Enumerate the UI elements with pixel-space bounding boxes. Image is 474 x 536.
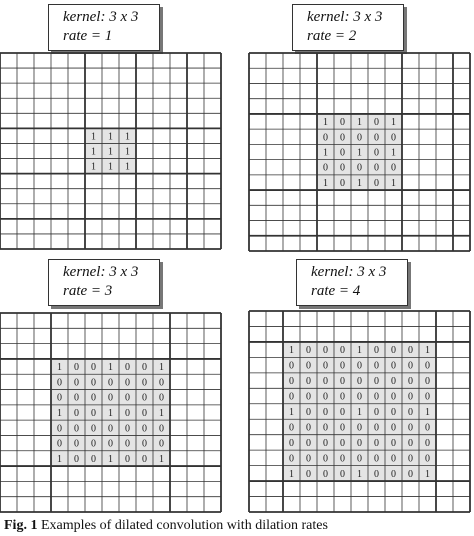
cell-value: 0 — [289, 391, 294, 403]
cell-value: 0 — [74, 423, 79, 435]
cell-value: 0 — [323, 391, 328, 403]
cell-value: 0 — [125, 408, 130, 419]
cell-value: 0 — [374, 376, 379, 388]
cell-value: 0 — [57, 392, 62, 404]
cell-value: 1 — [57, 453, 62, 465]
panel-4-rate: rate = 4 — [311, 283, 361, 299]
cell-value: 0 — [425, 453, 430, 465]
cell-value: 1 — [425, 407, 430, 418]
cell-value: 0 — [142, 408, 147, 419]
cell-value: 1 — [108, 453, 113, 465]
cell-value: 1 — [108, 146, 113, 158]
cell-value: 0 — [125, 377, 130, 389]
panel-4-grid — [249, 311, 470, 512]
cell-value: 0 — [408, 391, 413, 403]
cell-value: 0 — [408, 422, 413, 434]
cell-value: 0 — [125, 392, 130, 404]
cell-value: 1 — [159, 408, 164, 419]
cell-value: 0 — [306, 437, 311, 449]
cell-value: 0 — [357, 376, 362, 388]
cell-value: 0 — [142, 453, 147, 465]
cell-value: 0 — [374, 177, 379, 189]
cell-value: 0 — [323, 162, 328, 174]
cell-value: 0 — [425, 391, 430, 403]
cell-value: 1 — [323, 177, 328, 189]
cell-value: 0 — [306, 360, 311, 372]
cell-value: 0 — [91, 377, 96, 389]
cell-value: 0 — [74, 438, 79, 450]
cell-value: 0 — [289, 453, 294, 465]
cell-value: 0 — [340, 391, 345, 403]
cell-value: 1 — [323, 147, 328, 159]
panel-1-rate: rate = 1 — [63, 28, 113, 44]
cell-value: 1 — [323, 117, 328, 129]
cell-value: 0 — [391, 391, 396, 403]
cell-value: 1 — [57, 408, 62, 419]
cell-value: 0 — [408, 345, 413, 357]
cell-value: 0 — [323, 360, 328, 372]
cell-value: 0 — [408, 360, 413, 372]
cell-value: 0 — [142, 377, 147, 389]
cell-value: 1 — [425, 345, 430, 357]
cell-value: 0 — [91, 362, 96, 374]
cell-value: 0 — [374, 360, 379, 372]
cell-value: 1 — [108, 161, 113, 173]
cell-value: 0 — [374, 117, 379, 129]
cell-value: 0 — [142, 362, 147, 374]
cell-value: 0 — [159, 392, 164, 404]
cell-value: 0 — [74, 392, 79, 404]
cell-value: 1 — [125, 146, 130, 158]
cell-value: 0 — [340, 132, 345, 144]
cell-value: 1 — [357, 177, 362, 189]
cell-value: 0 — [108, 423, 113, 435]
cell-value: 1 — [357, 117, 362, 129]
cell-value: 0 — [125, 423, 130, 435]
cell-value: 0 — [91, 438, 96, 450]
cell-value: 0 — [391, 345, 396, 357]
panel-2-label — [292, 4, 404, 51]
cell-value: 0 — [357, 360, 362, 372]
cell-value: 0 — [340, 468, 345, 480]
cell-value: 0 — [340, 453, 345, 465]
cell-value: 0 — [374, 162, 379, 174]
cell-value: 1 — [357, 345, 362, 357]
cell-value: 0 — [340, 376, 345, 388]
panel-4-kernel: kernel: 3 x 3 — [311, 264, 387, 280]
cell-value: 1 — [125, 131, 130, 143]
cell-value: 1 — [91, 161, 96, 173]
cell-value: 0 — [340, 422, 345, 434]
cell-value: 0 — [142, 438, 147, 450]
cell-value: 0 — [391, 132, 396, 144]
cell-value: 0 — [74, 377, 79, 389]
panel-2-kernel: kernel: 3 x 3 — [307, 9, 383, 25]
caption-text: Examples of dilated convolution with dilation rates — [37, 518, 328, 533]
cell-value: 1 — [91, 131, 96, 143]
cell-value: 0 — [91, 392, 96, 404]
cell-value: 0 — [408, 468, 413, 480]
cell-value: 0 — [289, 437, 294, 449]
cell-value: 0 — [289, 360, 294, 372]
cell-value: 0 — [323, 422, 328, 434]
cell-value: 1 — [425, 468, 430, 480]
cell-value: 0 — [408, 376, 413, 388]
cell-value: 1 — [357, 468, 362, 480]
cell-value: 0 — [374, 391, 379, 403]
panel-3-grid — [0, 313, 221, 512]
cell-value: 1 — [391, 147, 396, 159]
cell-value: 0 — [125, 453, 130, 465]
cell-value: 0 — [408, 453, 413, 465]
cell-value: 0 — [391, 422, 396, 434]
cell-value: 0 — [391, 407, 396, 418]
cell-value: 1 — [108, 362, 113, 374]
cell-value: 0 — [108, 392, 113, 404]
cell-value: 0 — [340, 407, 345, 418]
cell-value: 0 — [306, 407, 311, 418]
cell-value: 0 — [374, 147, 379, 159]
cell-value: 0 — [125, 362, 130, 374]
panel-3-kernel: kernel: 3 x 3 — [63, 264, 139, 280]
panel-3-label — [48, 259, 160, 306]
panel-1-grid — [0, 53, 221, 249]
cell-value: 0 — [74, 453, 79, 465]
cell-value: 1 — [125, 161, 130, 173]
cell-value: 0 — [425, 376, 430, 388]
cell-value: 0 — [374, 422, 379, 434]
cell-value: 0 — [323, 407, 328, 418]
cell-value: 0 — [374, 468, 379, 480]
caption-prefix: Fig. 1 — [4, 518, 38, 533]
cell-value: 1 — [57, 362, 62, 374]
panel-3-rate: rate = 3 — [63, 283, 113, 299]
cell-value: 0 — [357, 132, 362, 144]
panel-2-grid — [249, 53, 470, 251]
cell-value: 1 — [289, 468, 294, 480]
cell-value: 1 — [357, 147, 362, 159]
cell-value: 1 — [91, 146, 96, 158]
cell-value: 0 — [323, 453, 328, 465]
cell-value: 0 — [357, 437, 362, 449]
cell-value: 0 — [425, 422, 430, 434]
cell-value: 0 — [159, 438, 164, 450]
cell-value: 1 — [289, 345, 294, 357]
cell-value: 0 — [306, 345, 311, 357]
panel-2-rate: rate = 2 — [307, 28, 357, 44]
cell-value: 0 — [57, 377, 62, 389]
cell-value: 0 — [57, 423, 62, 435]
cell-value: 0 — [323, 376, 328, 388]
figure-caption — [4, 518, 328, 534]
cell-value: 0 — [323, 132, 328, 144]
cell-value: 0 — [374, 437, 379, 449]
cell-value: 0 — [391, 360, 396, 372]
cell-value: 0 — [340, 360, 345, 372]
cell-value: 0 — [391, 437, 396, 449]
cell-value: 0 — [374, 132, 379, 144]
cell-value: 0 — [374, 407, 379, 418]
cell-value: 0 — [108, 438, 113, 450]
cell-value: 0 — [91, 423, 96, 435]
cell-value: 0 — [408, 437, 413, 449]
panel-1-label — [48, 4, 160, 51]
cell-value: 0 — [340, 345, 345, 357]
cell-value: 0 — [425, 360, 430, 372]
cell-value: 1 — [108, 408, 113, 419]
cell-value: 1 — [391, 177, 396, 189]
cell-value: 1 — [108, 131, 113, 143]
cell-value: 0 — [340, 147, 345, 159]
cell-value: 0 — [357, 391, 362, 403]
cell-value: 0 — [108, 377, 113, 389]
cell-value: 0 — [142, 392, 147, 404]
cell-value: 0 — [391, 376, 396, 388]
cell-value: 0 — [306, 422, 311, 434]
panel-1-kernel: kernel: 3 x 3 — [63, 9, 139, 25]
cell-value: 0 — [340, 117, 345, 129]
cell-value: 0 — [159, 423, 164, 435]
cell-value: 0 — [374, 453, 379, 465]
cell-value: 0 — [408, 407, 413, 418]
cell-value: 0 — [91, 453, 96, 465]
cell-value: 0 — [323, 345, 328, 357]
cell-value: 0 — [340, 437, 345, 449]
cell-value: 0 — [57, 438, 62, 450]
cell-value: 1 — [159, 362, 164, 374]
cell-value: 0 — [306, 376, 311, 388]
cell-value: 0 — [323, 468, 328, 480]
panel-4-label — [296, 259, 408, 306]
cell-value: 0 — [425, 437, 430, 449]
cell-value: 1 — [391, 117, 396, 129]
cell-value: 0 — [391, 162, 396, 174]
cell-value: 0 — [340, 162, 345, 174]
cell-value: 0 — [357, 422, 362, 434]
cell-value: 0 — [374, 345, 379, 357]
cell-value: 1 — [357, 407, 362, 418]
cell-value: 0 — [74, 362, 79, 374]
cell-value: 1 — [159, 453, 164, 465]
cell-value: 0 — [74, 408, 79, 419]
cell-value: 0 — [289, 422, 294, 434]
cell-value: 0 — [391, 468, 396, 480]
cell-value: 0 — [125, 438, 130, 450]
cell-value: 0 — [306, 391, 311, 403]
cell-value: 0 — [159, 377, 164, 389]
cell-value: 0 — [391, 453, 396, 465]
cell-value: 0 — [306, 453, 311, 465]
cell-value: 0 — [357, 162, 362, 174]
cell-value: 1 — [289, 407, 294, 418]
cell-value: 0 — [323, 437, 328, 449]
cell-value: 0 — [306, 468, 311, 480]
cell-value: 0 — [289, 376, 294, 388]
cell-value: 0 — [357, 453, 362, 465]
cell-value: 0 — [91, 408, 96, 419]
cell-value: 0 — [340, 177, 345, 189]
cell-value: 0 — [142, 423, 147, 435]
